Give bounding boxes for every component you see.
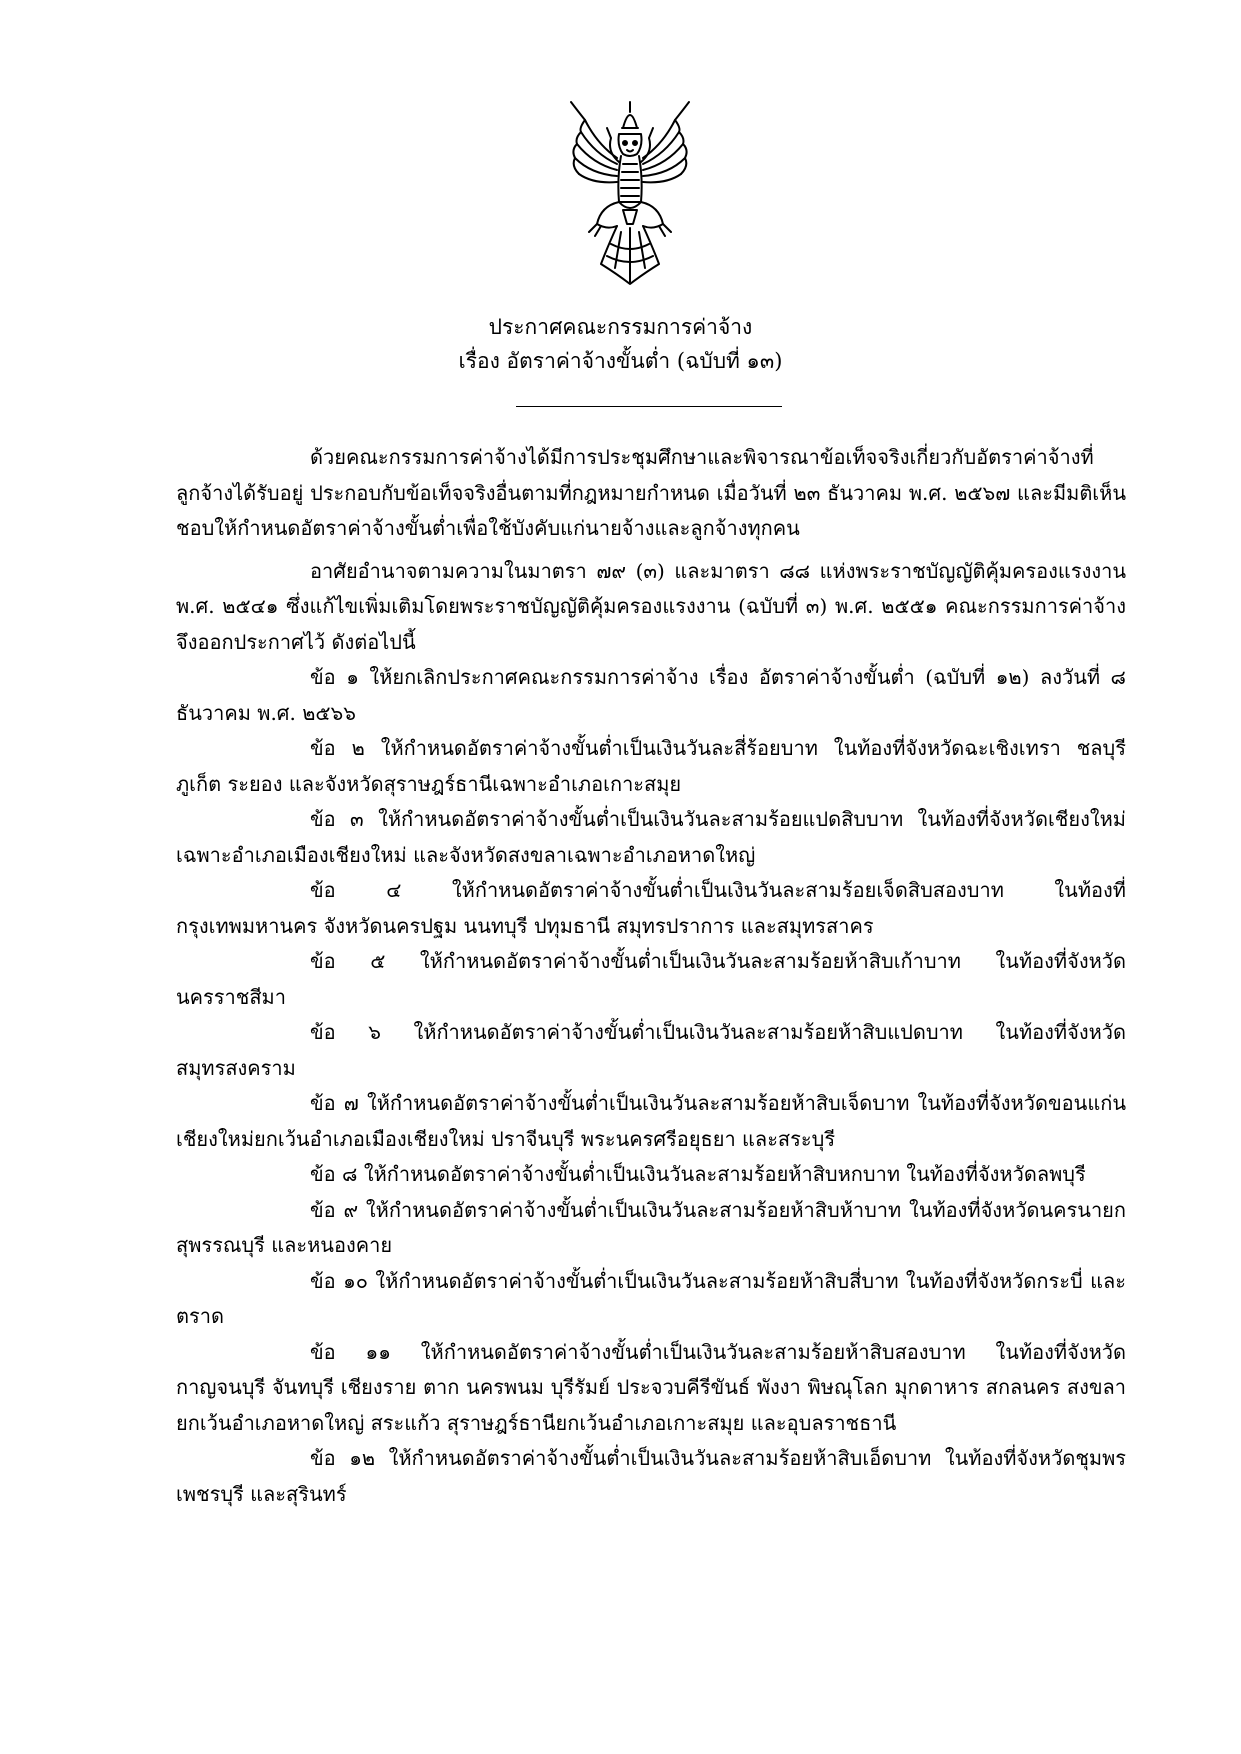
document-subtitle: เรื่อง อัตราค่าจ้างขั้นต่ำ (ฉบับที่ ๑๓) [458,349,783,373]
clause-1: ข้อ ๑ ให้ยกเลิกประกาศคณะกรรมการค่าจ้าง เรื่อง อัตราค่าจ้างขั้นต่ำ (ฉบับที่ ๑๒) ลงวันที่ ๘ ธันวาคม พ.ศ. ๒๕๖๖ [176,665,1126,725]
clause-5: ข้อ ๕ ให้กำหนดอัตราค่าจ้างขั้นต่ำเป็นเงินวันละสามร้อยห้าสิบเก้าบาท ในท้องที่จังหวัดนครราชสีมา [176,949,1126,1009]
clause-3: ข้อ ๓ ให้กำหนดอัตราค่าจ้างขั้นต่ำเป็นเงินวันละสามร้อยแปดสิบบาท ในท้องที่จังหวัดเชียงใหม่เฉพาะอำเภอเมืองเชียงใหม่ และจังหวัดสงขลาเฉพาะอำเภอหาดใหญ่ [176,807,1126,867]
garuda-emblem-icon [567,98,693,288]
clause-6: ข้อ ๖ ให้กำหนดอัตราค่าจ้างขั้นต่ำเป็นเงินวันละสามร้อยห้าสิบแปดบาท ในท้องที่จังหวัดสมุทรสงคราม [176,1020,1126,1080]
clause-10: ข้อ ๑๐ ให้กำหนดอัตราค่าจ้างขั้นต่ำเป็นเงินวันละสามร้อยห้าสิบสี่บาท ในท้องที่จังหวัดกระบี่ และตราด [176,1268,1126,1328]
clause-11: ข้อ ๑๑ ให้กำหนดอัตราค่าจ้างขั้นต่ำเป็นเงินวันละสามร้อยห้าสิบสองบาท ในท้องที่จังหวัดกาญจนบุรี จันทบุรี เชียงราย ตาก นครพนม บุรีรัมย์ ประจวบคีรีขันธ์ พังงา พิษณุโลก มุกดาหาร สกลนคร สงขลายกเว้นอำเภอหาดใหญ่ สระแก้ว สุราษฎร์ธานียกเว้นอำเภอเกาะสมุย และอุบลราชธานี [176,1339,1126,1435]
document-body [176,440,1126,1512]
clause-12: ข้อ ๑๒ ให้กำหนดอัตราค่าจ้างขั้นต่ำเป็นเงินวันละสามร้อยห้าสิบเอ็ดบาท ในท้องที่จังหวัดชุมพร เพชรบุรี และสุรินทร์ [176,1446,1126,1506]
clause-2: ข้อ ๒ ให้กำหนดอัตราค่าจ้างขั้นต่ำเป็นเงินวันละสี่ร้อยบาท ในท้องที่จังหวัดฉะเชิงเทรา ชลบุรี ภูเก็ต ระยอง และจังหวัดสุราษฎร์ธานีเฉพาะอำเภอเกาะสมุย [176,736,1126,796]
clause-7: ข้อ ๗ ให้กำหนดอัตราค่าจ้างขั้นต่ำเป็นเงินวันละสามร้อยห้าสิบเจ็ดบาท ในท้องที่จังหวัดขอนแก่น เชียงใหม่ยกเว้นอำเภอเมืองเชียงใหม่ ปราจีนบุรี พระนครศรีอยุธยา และสระบุรี [176,1091,1126,1151]
title-divider [516,406,782,407]
preamble-paragraph: อาศัยอำนาจตามความในมาตรา ๗๙ (๓) และมาตรา ๘๘ แห่งพระราชบัญญัติคุ้มครองแรงงาน พ.ศ. ๒๕๔๑ ซึ่งแก้ไขเพิ่มเติมโดยพระราชบัญญัติคุ้มครองแรงงาน (ฉบับที่ ๓) พ.ศ. ๒๕๕๑ คณะกรรมการค่าจ้างจึงออกประกาศไว้ ดังต่อไปนี้ [176,558,1126,654]
preamble-paragraph: ด้วยคณะกรรมการค่าจ้างได้มีการประชุมศึกษาและพิจารณาข้อเท็จจริงเกี่ยวกับอัตราค่าจ้างที่ลูกจ้างได้รับอยู่ ประกอบกับข้อเท็จจริงอื่นตามที่กฎหมายกำหนด เมื่อวันที่ ๒๓ ธันวาคม พ.ศ. ๒๕๖๗ และมีมติเห็นชอบให้กำหนดอัตราค่าจ้างขั้นต่ำเพื่อใช้บังคับแก่นายจ้างและลูกจ้างทุกคน [176,445,1126,540]
clause-4: ข้อ ๔ ให้กำหนดอัตราค่าจ้างขั้นต่ำเป็นเงินวันละสามร้อยเจ็ดสิบสองบาท ในท้องที่กรุงเทพมหานคร จังหวัดนครปฐม นนทบุรี ปทุมธานี สมุทรปราการ และสมุทรสาคร [176,878,1126,938]
document-title: ประกาศคณะกรรมการค่าจ้าง [488,315,753,339]
clause-8: ข้อ ๘ ให้กำหนดอัตราค่าจ้างขั้นต่ำเป็นเงินวันละสามร้อยห้าสิบหกบาท ในท้องที่จังหวัดลพบุรี [310,1162,1086,1186]
clause-9: ข้อ ๙ ให้กำหนดอัตราค่าจ้างขั้นต่ำเป็นเงินวันละสามร้อยห้าสิบห้าบาท ในท้องที่จังหวัดนครนายก สุพรรณบุรี และหนองคาย [176,1197,1126,1257]
